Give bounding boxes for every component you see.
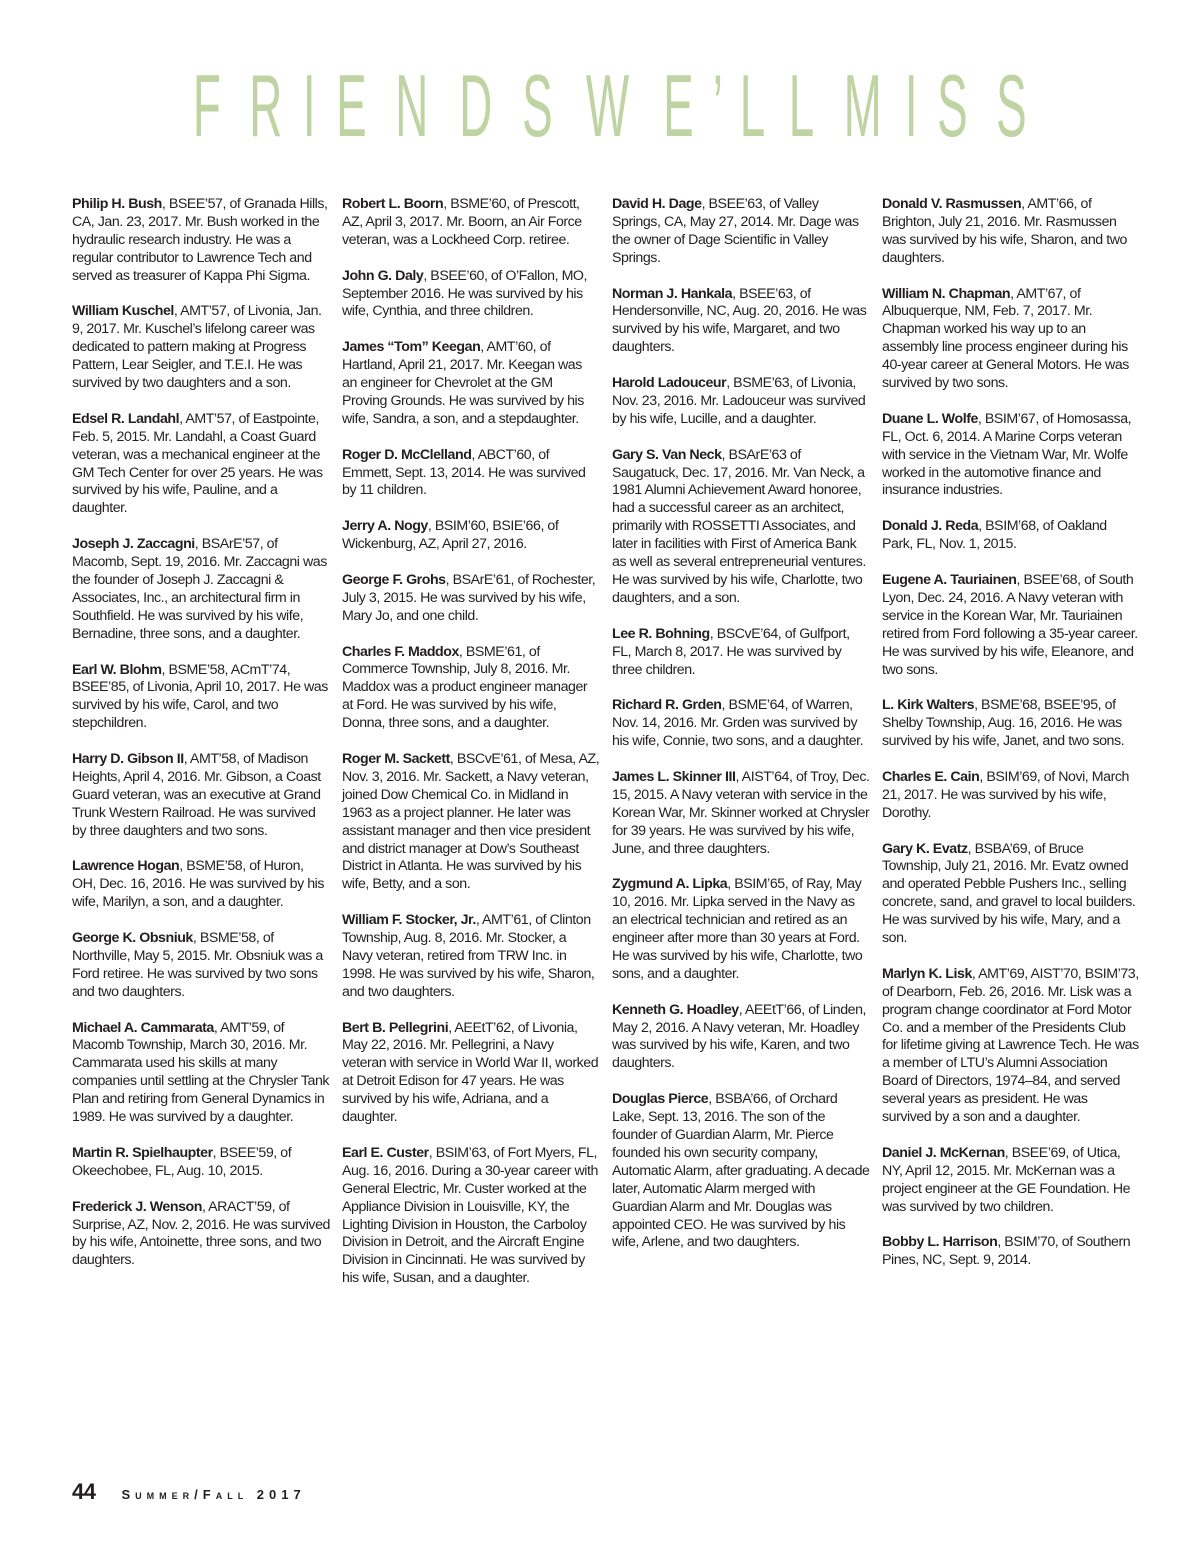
obituary-entry	[72, 1199, 330, 1271]
title-letter: S	[521, 56, 553, 155]
obituary-entry	[342, 196, 600, 250]
obituary-name: Charles E. Cain	[882, 768, 980, 785]
obituary-name: Earl W. Blohm	[72, 661, 162, 678]
obituary-entry	[882, 518, 1140, 554]
title-letter: S	[996, 56, 1027, 155]
obituary-entry	[342, 268, 600, 322]
obituary-entry	[612, 1091, 870, 1252]
obituary-text: , AEEtT’66, of Linden, May 2, 2016. A Navy veteran, Mr. Hoadley was survived by his wife, Karen, and two daughters.	[612, 1001, 867, 1072]
obituary-entry	[612, 697, 870, 751]
obituary-text: , BSCvE’61, of Mesa, AZ, Nov. 3, 2016. Mr. Sackett, a Navy veteran, joined Dow Chemical Co. in Midland in 1963 as a project planner. He later was assistant manager and then vice president and district manager at Dow’s Southeast District in Atlanta. He was survived by his wife, Betty, and a son.	[342, 750, 600, 893]
obituary-column-2	[342, 196, 600, 1306]
obituary-entry	[72, 1145, 330, 1181]
title-letter: I	[303, 56, 316, 155]
obituary-text: , BSME’58, ACmT’74, BSEE’85, of Livonia, April 10, 2017. He was survived by his wife, Carol, and two stepchildren.	[72, 661, 328, 732]
obituary-text: , AMT’60, of Hartland, April 21, 2017. Mr. Keegan was an engineer for Chevrolet at the GM Proving Grounds. He was survived by his wife, Sandra, a son, and a stepdaughter.	[342, 339, 584, 427]
obituary-name: William Kuschel	[72, 303, 174, 320]
obituary-text: , BSEE’59, of Okeechobee, FL, Aug. 10, 2015.	[72, 1144, 292, 1179]
obituary-name: Edsel R. Landahl	[72, 410, 180, 427]
obituary-text: , AMT’57, of Livonia, Jan. 9, 2017. Mr. Kuschel’s lifelong career was dedicated to pattern making at Progress Pattern, Lear Seigler, and T.E.I. He was survived by two daughters and a son.	[72, 303, 322, 392]
obituary-entry	[342, 751, 600, 894]
obituary-name: L. Kirk Walters	[882, 697, 975, 714]
title-letter: L	[788, 56, 814, 155]
obituary-name: James “Tom” Keegan	[342, 339, 481, 356]
obituary-entry	[612, 1002, 870, 1074]
obituary-entry	[882, 1145, 1140, 1217]
obituary-text: , ARACT’59, of Surprise, AZ, Nov. 2, 2016. He was survived by his wife, Antoinette, three sons, and two daughters.	[72, 1198, 330, 1269]
obituary-entry	[612, 876, 870, 983]
obituary-name: George K. Obsniuk	[72, 930, 193, 947]
obituary-entry	[72, 411, 330, 518]
title-letter: E	[335, 56, 367, 155]
obituary-entry	[612, 447, 870, 608]
obituary-text: , BSIM’65, of Ray, May 10, 2016. Mr. Lipka served in the Navy as an electrical technician and retired as an engineer after more than 30 years at Ford. He was survived by his wife, Charlotte, two sons, and a daughter.	[612, 876, 863, 982]
obituary-name: Gary K. Evatz	[882, 840, 968, 857]
obituary-text: , BSIM’60, BSIE’66, of Wickenburg, AZ, April 27, 2016.	[342, 518, 559, 553]
obituary-name: Jerry A. Nogy	[342, 518, 428, 535]
obituary-name: Martin R. Spielhaupter	[72, 1144, 213, 1161]
obituary-text: , AMT’61, of Clinton Township, Aug. 8, 2016. Mr. Stocker, a Navy veteran, retired from TRW Inc. in 1998. He was survived by his wife, Sharon, and two daughters.	[342, 912, 595, 1000]
obituary-entry	[612, 375, 870, 429]
obituary-name: Harry D. Gibson II	[72, 751, 184, 768]
obituary-text: , BSArE’57, of Macomb, Sept. 19, 2016. Mr. Zaccagni was the founder of Joseph J. Zaccagni & Associates, Inc., an architectural firm in Southfield. He was survived by his wife, Bernadine, three sons, and a daughter.	[72, 536, 327, 642]
obituary-entry	[72, 303, 330, 393]
obituary-entry	[342, 1145, 600, 1288]
obituary-entry	[342, 518, 600, 554]
obituary-entry	[72, 1020, 330, 1127]
obituary-name: Roger D. McClelland	[342, 446, 472, 463]
obituary-name: Roger M. Sackett	[342, 750, 450, 767]
title-letter: E	[663, 56, 694, 155]
obituary-text: , ABCT’60, of Emmett, Sept. 13, 2014. He was survived by 11 children.	[342, 446, 586, 499]
obituary-entry	[72, 662, 330, 734]
obituary-text: , AIST’64, of Troy, Dec. 15, 2015. A Navy veteran with service in the Korean War, Mr. Skinner worked at Chrysler for 39 years. He was survived by his wife, June, and three daughters.	[612, 768, 870, 857]
page-number: 44	[72, 1479, 96, 1504]
title-letter: M	[843, 56, 882, 155]
title-letter: F	[192, 56, 221, 155]
obituary-name: George F. Grohs	[342, 571, 446, 588]
obituary-name: Donald J. Reda	[882, 518, 979, 535]
title-letter: L	[739, 56, 765, 155]
title-letter: N	[395, 56, 429, 155]
issue-label	[121, 1487, 305, 1502]
obituary-entry	[342, 644, 600, 734]
title-letter: I	[904, 56, 918, 155]
obituary-text: , BSEE’69, of Utica, NY, April 12, 2015. Mr. McKernan was a project engineer at the GE Foundation. He was survived by two children.	[882, 1144, 1131, 1215]
obituary-text: , BSEE’60, of O’Fallon, MO, September 2016. He was survived by his wife, Cynthia, and three children.	[342, 267, 588, 320]
obituary-entry	[882, 966, 1140, 1127]
obituary-name: Bert B. Pellegrini	[342, 1019, 449, 1036]
obituary-text: , BSEE’57, of Granada Hills, CA, Jan. 23, 2017. Mr. Bush worked in the hydraulic research industry. He was a regular contributor to Lawrence Tech and served as treasurer of Kappa Phi Sigma.	[72, 196, 328, 284]
obituary-entry	[882, 196, 1140, 268]
obituary-entry	[612, 626, 870, 680]
title-letter: ’	[712, 56, 723, 155]
obituary-name: Gary S. Van Neck	[612, 446, 722, 463]
obituary-text: , BSArE’61, of Rochester, July 3, 2015. He was survived by his wife, Mary Jo, and one child.	[342, 571, 596, 624]
obituary-name: Marlyn K. Lisk	[882, 965, 972, 982]
obituary-text: , AEEtT’62, of Livonia, May 22, 2016. Mr. Pellegrini, a Navy veteran with service in World War II, worked at Detroit Edison for 47 years. He was survived by his wife, Adriana, and a daughter.	[342, 1019, 599, 1126]
obituary-name: Zygmund A. Lipka	[612, 876, 728, 893]
obituary-text: , AMT’67, of Albuquerque, NM, Feb. 7, 2017. Mr. Chapman worked his way up to an assembly line process engineer during his 40-year career at General Motors. He was survived by two sons.	[882, 285, 1129, 392]
obituary-entry	[342, 572, 600, 626]
obituary-name: Bobby L. Harrison	[882, 1234, 998, 1251]
obituary-entry	[882, 697, 1140, 751]
obituary-column-3	[612, 196, 870, 1270]
obituary-entry	[612, 196, 870, 268]
obituary-name: Eugene A. Tauriainen	[882, 571, 1017, 588]
obituary-text: , BSME’58, of Huron, OH, Dec. 16, 2016. He was survived by his wife, Marilyn, a son, and a daughter.	[72, 858, 325, 911]
obituary-entry	[72, 930, 330, 1002]
obituary-entry	[882, 1234, 1140, 1270]
obituary-name: Michael A. Cammarata	[72, 1019, 214, 1036]
obituary-text: , AMT’66, of Brighton, July 21, 2016. Mr. Rasmussen was survived by his wife, Sharon, and two daughters.	[882, 196, 1127, 266]
title-letter: D	[459, 56, 493, 155]
page-footer	[72, 1479, 306, 1505]
obituary-text: , BSME’58, of Northville, May 5, 2015. Mr. Obsniuk was a Ford retiree. He was survived by two sons and two daughters.	[72, 930, 323, 1000]
obituary-name: Lawrence Hogan	[72, 858, 180, 875]
obituary-text: , BSArE’63 of Saugatuck, Dec. 17, 2016. Mr. Van Neck, a 1981 Alumni Achievement Award honoree, had a successful career as an architect, primarily with ROSSETTI Associates, and later in facilities with First of America Bank as well as several entrepreneurial ventures. He was survived by his wife, Charlotte, two daughters, and a son.	[612, 446, 866, 606]
obituary-entry	[342, 1020, 600, 1127]
obituary-text: , BSEE’63, of Hendersonville, NC, Aug. 20, 2016. He was survived by his wife, Margaret, and two daughters.	[612, 285, 867, 356]
obituary-name: Richard R. Grden	[612, 697, 722, 714]
obituary-name: James L. Skinner III	[612, 768, 736, 785]
obituary-name: David H. Dage	[612, 196, 702, 212]
obituary-name: Joseph J. Zaccagni	[72, 536, 195, 553]
title-letter: R	[249, 56, 283, 155]
obituary-text: , BSME’63, of Livonia, Nov. 23, 2016. Mr. Ladouceur was survived by his wife, Lucille, and a daughter.	[612, 375, 866, 427]
obituary-column-4	[882, 196, 1140, 1288]
obituary-entry	[882, 769, 1140, 823]
title-letter: W	[586, 56, 630, 155]
obituary-text: , BSIM’63, of Fort Myers, FL, Aug. 16, 2016. During a 30-year career with General Electric, Mr. Custer worked at the Appliance Division in Louisville, KY, the Lighting Division in Houston, the Carboloy Division in Detroit, and the Aircraft Engine Division in Cincinnati. He was survived by his wife, Susan, and a daughter.	[342, 1144, 598, 1287]
obituary-name: Daniel J. McKernan	[882, 1144, 1005, 1161]
title-letter: S	[937, 56, 968, 155]
obituary-name: Duane L. Wolfe	[882, 410, 978, 427]
obituary-entry	[342, 339, 600, 429]
obituary-entry	[342, 447, 600, 501]
obituary-text: , BSME’68, BSEE’95, of Shelby Township, Aug. 16, 2016. He was survived by his wife, Janet, and two sons.	[882, 697, 1125, 750]
obituary-entry	[72, 858, 330, 912]
obituary-text: , AMT’69, AIST’70, BSIM’73, of Dearborn, Feb. 26, 2016. Mr. Lisk was a program change coordinator at Ford Motor Co. and a member of the Presidents Club for lifetime giving at Lawrence Tech. He was a member of LTU’s Alumni Association Board of Directors, 1974–84, and served several years as president. He was survived by a son and a daughter.	[882, 965, 1139, 1126]
obituary-name: Frederick J. Wenson	[72, 1198, 202, 1215]
obituary-text: , BSIM’68, of Oakland Park, FL, Nov. 1, 2015.	[882, 518, 1107, 553]
obituary-name: Donald V. Rasmussen	[882, 196, 1022, 212]
obituary-name: William F. Stocker, Jr.	[342, 912, 476, 929]
obituary-text: , AMT’58, of Madison Heights, April 4, 2016. Mr. Gibson, a Coast Guard veteran, was an executive at Grand Trunk Western Railroad. He was survived by three daughters and two sons.	[72, 751, 321, 839]
obituary-entry	[882, 841, 1140, 948]
obituary-entry	[612, 286, 870, 358]
obituary-text: , BSEE’63, of Valley Springs, CA, May 27, 2014. Mr. Dage was the owner of Dage Scientific in Valley Springs.	[612, 196, 859, 266]
obituary-name: Philip H. Bush	[72, 196, 162, 212]
obituary-name: Robert L. Boorn	[342, 196, 444, 212]
obituary-entry	[882, 572, 1140, 679]
obituary-text: , AMT’59, of Macomb Township, March 30, 2016. Mr. Cammarata used his skills at many companies until settling at the Chrysler Tank Plan and retiring from General Dynamics in 1989. He was survived by a daughter.	[72, 1019, 330, 1126]
obituary-entry	[882, 411, 1140, 501]
obituary-name: Douglas Pierce	[612, 1091, 709, 1108]
obituary-column-1	[72, 196, 330, 1288]
obituary-entry	[72, 196, 330, 286]
obituary-text: , BSEE’68, of South Lyon, Dec. 24, 2016. A Navy veteran with service in the Korean War, Mr. Tauriainen retired from Ford following a 35-year career. He was survived by his wife, Eleanore, and two sons.	[882, 571, 1138, 678]
obituary-entry	[72, 536, 330, 643]
obituary-name: John G. Daly	[342, 267, 424, 284]
obituary-name: Norman J. Hankala	[612, 285, 733, 302]
obituary-text: , BSIM’69, of Novi, March 21, 2017. He was survived by his wife, Dorothy.	[882, 768, 1129, 821]
page-title	[180, 56, 1027, 162]
obituary-name: Harold Ladouceur	[612, 375, 727, 392]
obituary-text: , BSBA’69, of Bruce Township, July 21, 2016. Mr. Evatz owned and operated Pebble Pushers Inc., selling concrete, sand, and gravel to local builders. He was survived by his wife, Mary, and a son.	[882, 840, 1136, 947]
obituary-text: , BSME’61, of Commerce Township, July 8, 2016. Mr. Maddox was a product engineer manager at Ford. He was survived by his wife, Donna, three sons, and a daughter.	[342, 643, 588, 732]
obituary-name: Lee R. Bohning	[612, 625, 710, 642]
obituary-text: , BSIM’67, of Homosassa, FL, Oct. 6, 2014. A Marine Corps veteran with service in the Vietnam War, Mr. Wolfe worked in the automotive finance and insurance industries.	[882, 410, 1132, 499]
obituary-entry	[882, 286, 1140, 393]
obituary-name: William N. Chapman	[882, 285, 1011, 302]
obituary-name: Earl E. Custer	[342, 1144, 429, 1161]
obituary-text: , BSME’64, of Warren, Nov. 14, 2016. Mr. Grden was survived by his wife, Connie, two sons, and a daughter.	[612, 697, 864, 750]
obituary-text: , AMT’57, of Eastpointe, Feb. 5, 2015. Mr. Landahl, a Coast Guard veteran, was a mechanical engineer at the GM Tech Center for over 25 years. He was survived by his wife, Pauline, and a daughter.	[72, 410, 323, 517]
obituary-entry	[612, 769, 870, 859]
issue-text: Summer/Fall 2017	[121, 1487, 306, 1502]
obituary-text: , BSBA’66, of Orchard Lake, Sept. 13, 2016. The son of the founder of Guardian Alarm, Mr. Pierce founded his own security company, Automatic Alarm, after graduating. A decade later, Automatic Alarm merged with Guardian Alarm and Mr. Douglas was appointed CEO. He was survived by his wife, Arlene, and two daughters.	[612, 1091, 870, 1251]
obituary-name: Charles F. Maddox	[342, 643, 459, 660]
obituary-name: Kenneth G. Hoadley	[612, 1001, 739, 1018]
obituary-entry	[342, 912, 600, 1002]
obituary-text: , BSIM’70, of Southern Pines, NC, Sept. 9, 2014.	[882, 1234, 1131, 1269]
obituary-text: , BSCvE’64, of Gulfport, FL, March 8, 2017. He was survived by three children.	[612, 625, 850, 678]
obituary-entry	[72, 751, 330, 841]
obituary-text: , BSME’60, of Prescott, AZ, April 3, 2017. Mr. Boorn, an Air Force veteran, was a Lockheed Corp. retiree.	[342, 196, 582, 248]
